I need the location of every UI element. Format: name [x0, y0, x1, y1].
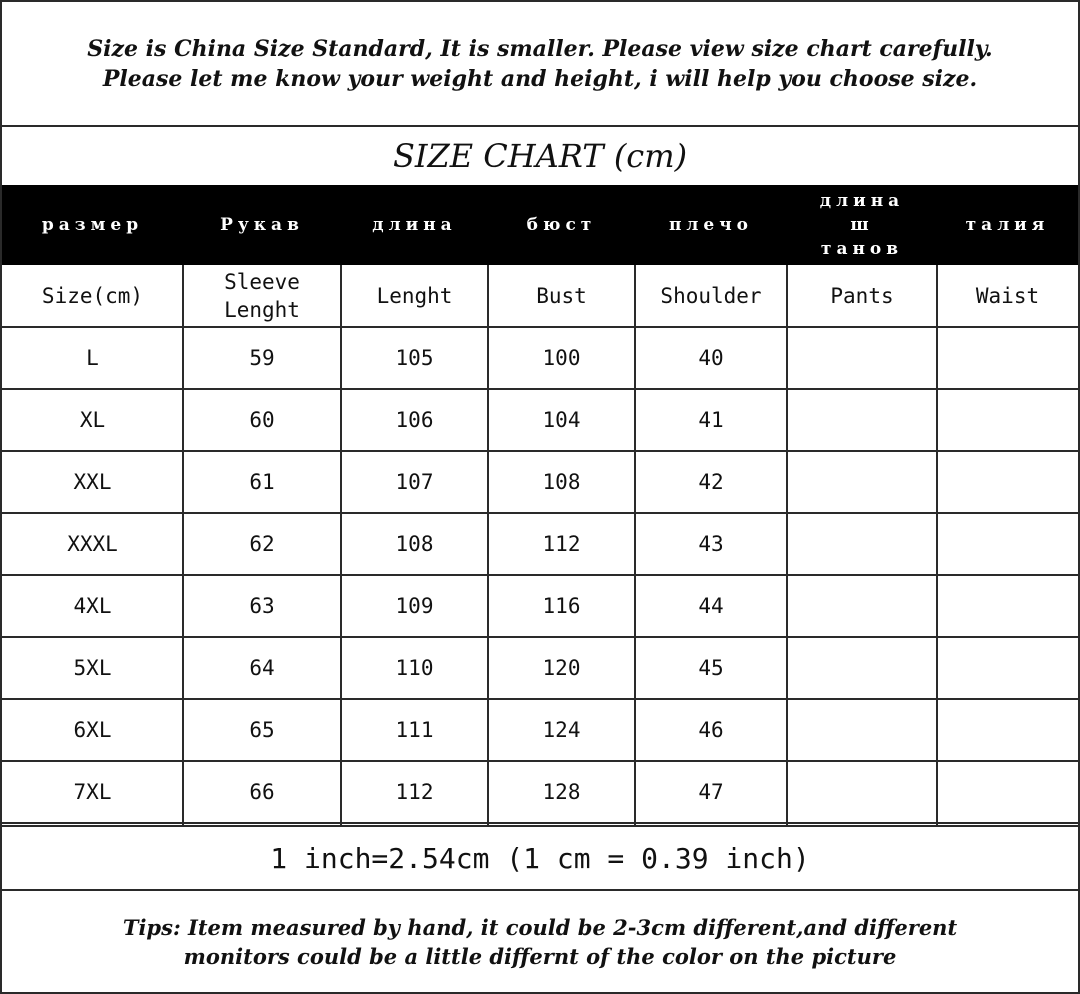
cell-shoulder: 40 — [698, 346, 724, 370]
tips-line-1: Tips: Item measured by hand, it could be 2-3cm different,and different — [122, 914, 958, 940]
cell-pants — [787, 451, 937, 513]
cell-waist — [937, 761, 1078, 823]
cell-shoulder: 46 — [698, 718, 724, 742]
notice-line-1: Size is China Size Standard, It is smaller. Please view size chart carefully. — [87, 35, 993, 62]
cell-shoulder: 42 — [698, 470, 724, 494]
cell-pants — [787, 637, 937, 699]
cell-length: 105 — [395, 346, 434, 370]
cell-waist — [937, 451, 1078, 513]
cell-length: 106 — [395, 408, 434, 432]
cell-sleeve: 59 — [249, 346, 275, 370]
ru-header-shoulder: плечо — [668, 215, 754, 235]
size-table — [2, 265, 1078, 825]
cell-shoulder: 43 — [698, 532, 724, 556]
cell-waist — [937, 637, 1078, 699]
cell-size: 5XL — [73, 656, 112, 680]
cell-sleeve: 63 — [249, 594, 275, 618]
cell-length: 109 — [395, 594, 434, 618]
measurement-tips — [2, 891, 1078, 992]
cell-size: L — [86, 346, 99, 370]
cell-sleeve: 64 — [249, 656, 275, 680]
cell-pants — [787, 513, 937, 575]
en-header-sleeve: Sleeve Lenght — [224, 270, 300, 322]
en-header-pants: Pants — [830, 284, 894, 308]
cell-bust: 112 — [542, 532, 581, 556]
cell-pants — [787, 327, 937, 389]
cell-waist — [937, 513, 1078, 575]
cell-sleeve: 61 — [249, 470, 275, 494]
cell-pants — [787, 699, 937, 761]
unit-conversion: 1 inch=2.54cm (1 cm = 0.39 inch) — [2, 825, 1078, 891]
cell-bust: 116 — [542, 594, 581, 618]
tips-line-2: monitors could be a little differnt of the color on the picture — [183, 943, 897, 969]
en-header-waist: Waist — [975, 284, 1040, 308]
chart-title: SIZE CHART (cm) — [392, 137, 688, 175]
cell-waist — [937, 699, 1078, 761]
cell-waist — [937, 389, 1078, 451]
cell-size: XXL — [73, 470, 112, 494]
cell-bust: 100 — [542, 346, 581, 370]
cell-waist — [937, 327, 1078, 389]
ru-header-waist: талия — [965, 215, 1050, 235]
notice-line-2: Please let me know your weight and height, i will help you choose size. — [102, 65, 978, 92]
cell-sleeve: 65 — [249, 718, 275, 742]
cell-length: 107 — [395, 470, 434, 494]
cell-shoulder: 47 — [698, 780, 724, 804]
cell-pants — [787, 761, 937, 823]
ru-header-sleeve: Рукав — [220, 215, 304, 235]
cell-size: XL — [79, 408, 106, 432]
en-header-size: Size(cm) — [41, 284, 144, 308]
cell-sleeve: 66 — [249, 780, 275, 804]
cell-waist — [937, 575, 1078, 637]
cell-sleeve: 60 — [249, 408, 275, 432]
cell-bust: 108 — [542, 470, 581, 494]
cell-length: 111 — [395, 718, 434, 742]
en-header-shoulder: Shoulder — [660, 284, 762, 308]
cell-shoulder: 45 — [698, 656, 724, 680]
cell-size: 7XL — [73, 780, 112, 804]
en-header-length: Lenght — [376, 284, 453, 308]
cell-size: XXXL — [67, 532, 118, 556]
cell-shoulder: 44 — [698, 594, 724, 618]
cell-sleeve: 62 — [249, 532, 275, 556]
cell-bust: 104 — [542, 408, 581, 432]
cell-size: 4XL — [73, 594, 112, 618]
size-notice — [2, 2, 1078, 127]
cell-length: 112 — [395, 780, 434, 804]
cell-length: 110 — [395, 656, 434, 680]
cell-shoulder: 41 — [698, 408, 724, 432]
cell-length: 108 — [395, 532, 434, 556]
russian-header-row — [2, 185, 1078, 265]
ru-header-pants: длина ш танов — [819, 191, 905, 259]
ru-header-size: размер — [41, 215, 144, 235]
ru-header-length: длина — [372, 215, 457, 235]
cell-size: 6XL — [73, 718, 112, 742]
cell-bust: 128 — [542, 780, 581, 804]
ru-header-bust: бюст — [526, 215, 597, 235]
cell-pants — [787, 575, 937, 637]
en-header-bust: Bust — [536, 284, 587, 308]
cell-bust: 124 — [542, 718, 581, 742]
cell-bust: 120 — [542, 656, 581, 680]
cell-pants — [787, 389, 937, 451]
